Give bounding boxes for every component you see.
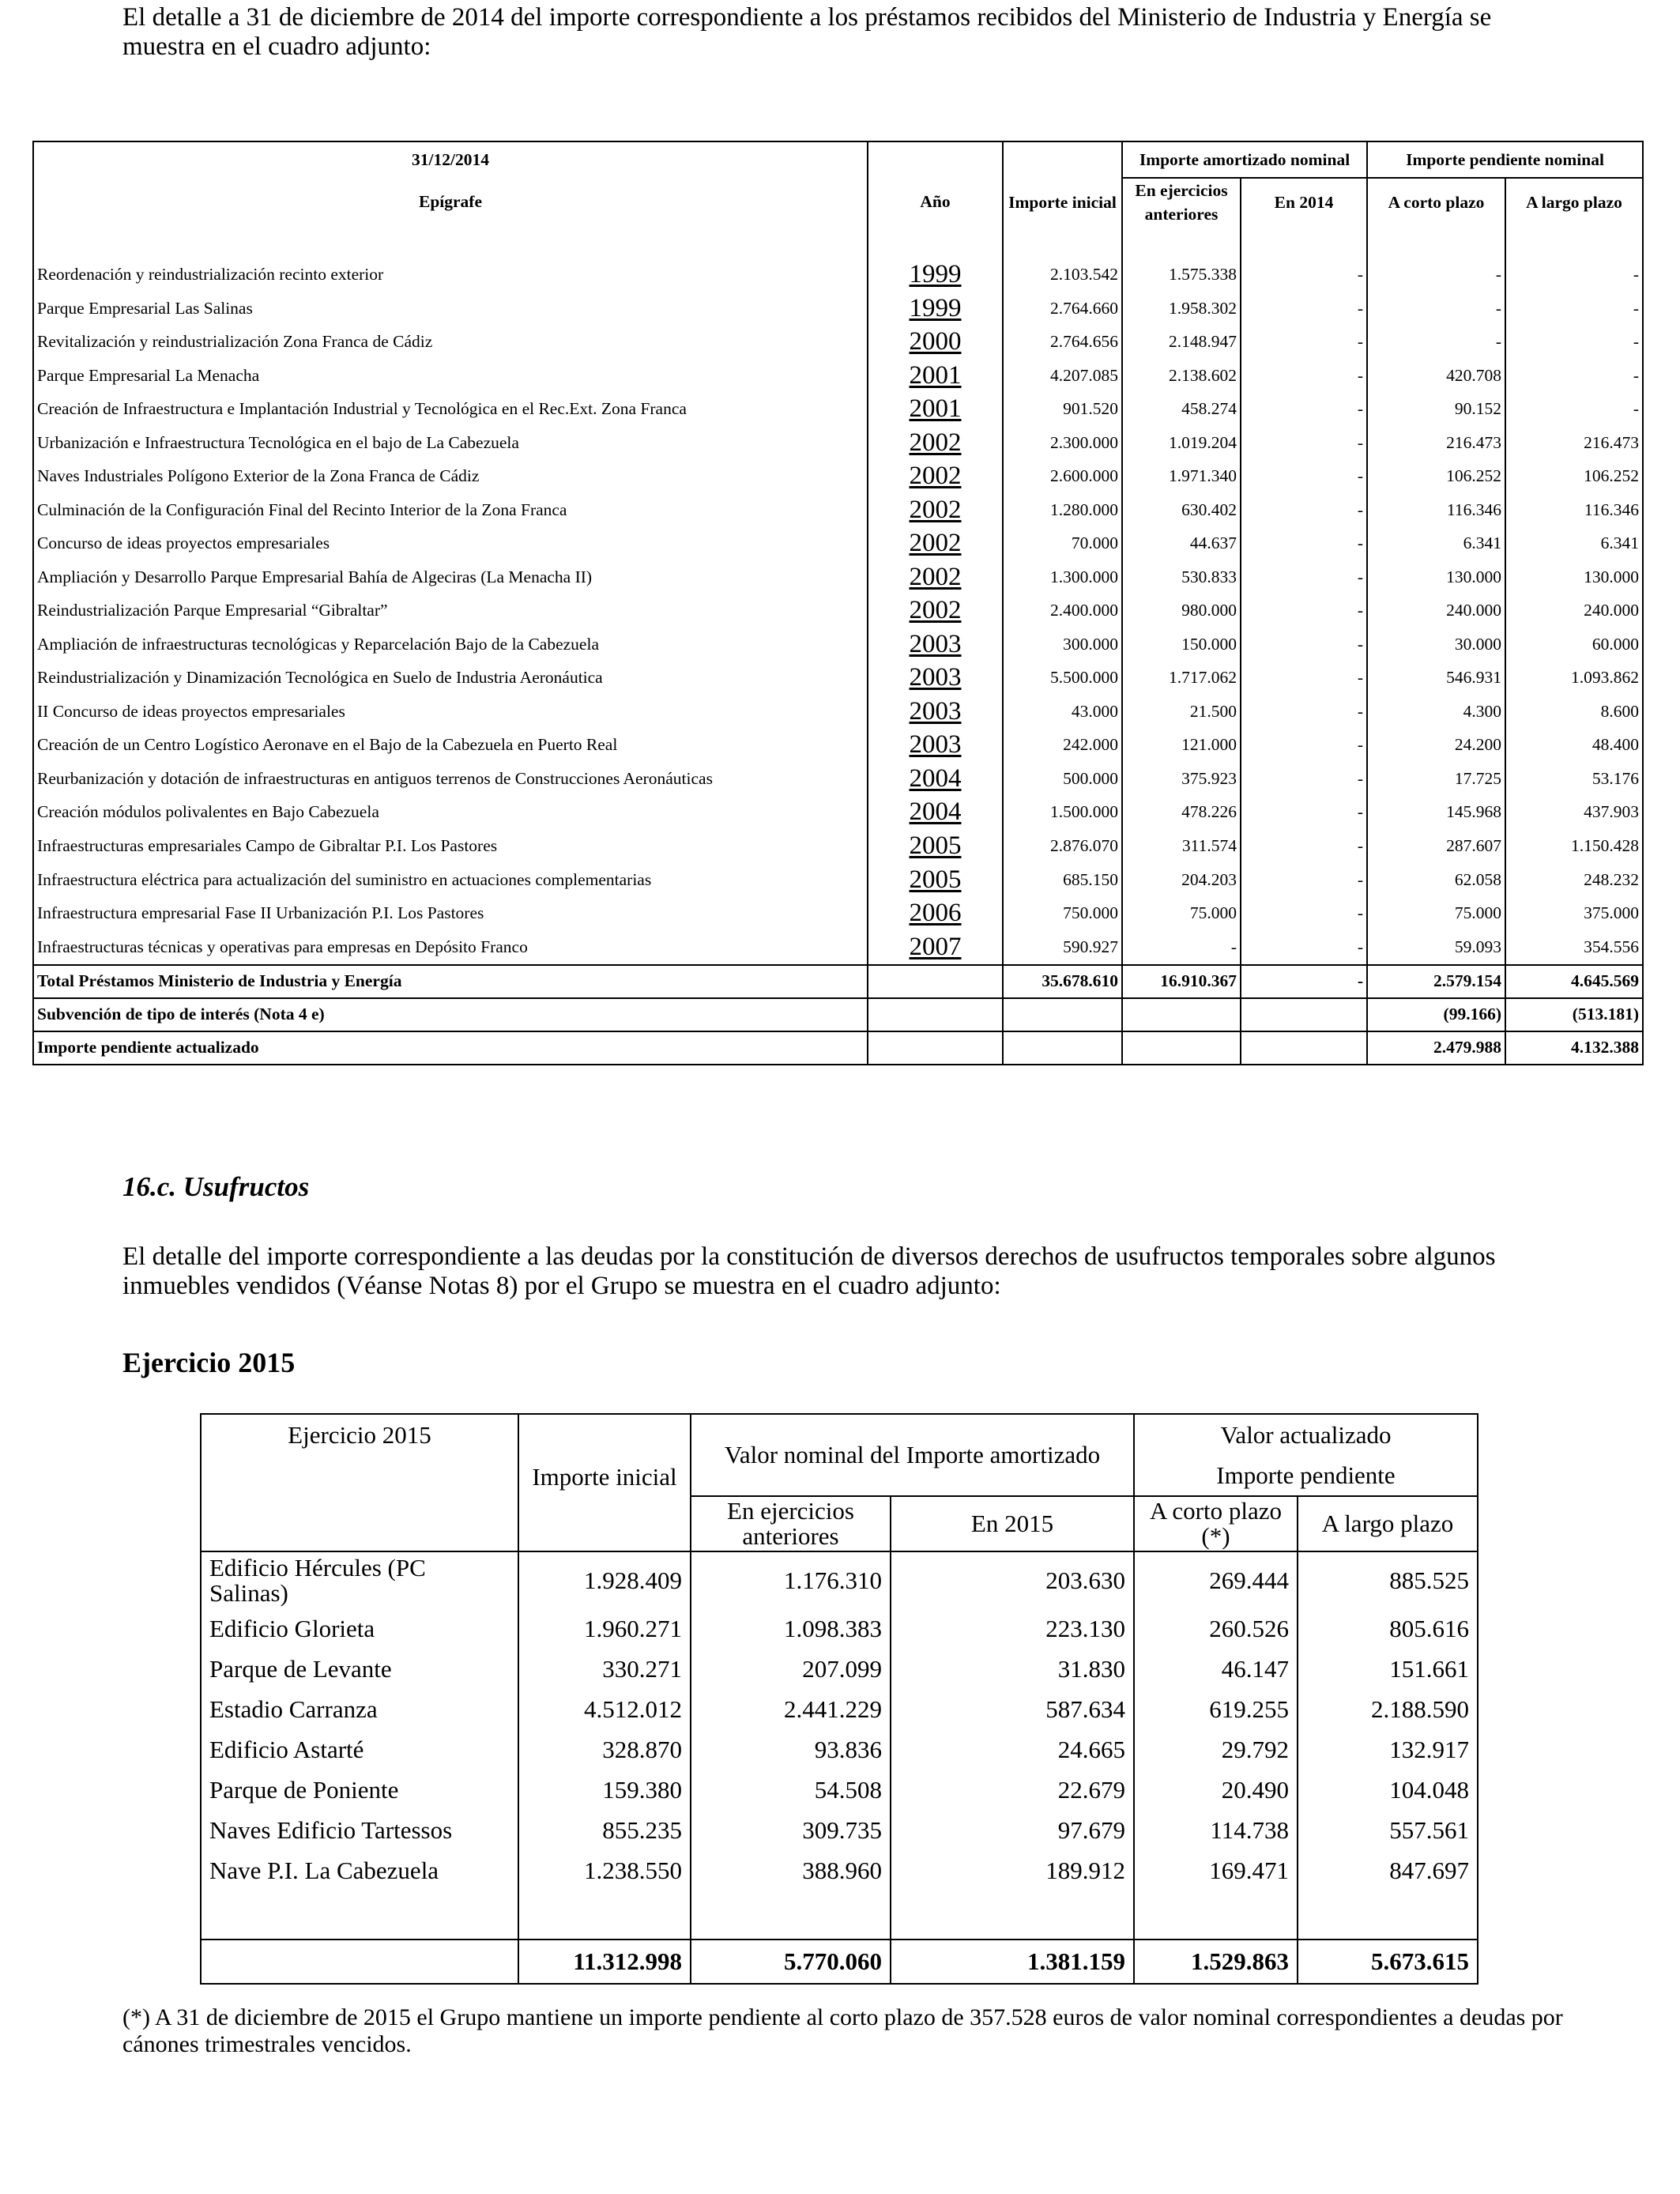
cell-en2014: - — [1241, 762, 1367, 796]
cell-en2014: - — [1241, 292, 1367, 326]
table2-footer — [201, 1891, 1478, 1984]
cell-epigrafe: Reordenación y reindustrialización recinto exterior — [33, 258, 868, 292]
cell-inicial: 2.876.070 — [1003, 829, 1122, 863]
cell-largo: 216.473 — [1505, 426, 1643, 460]
cell-anteriores: 1.971.340 — [1122, 460, 1241, 494]
cell-anteriores: 207.099 — [691, 1649, 891, 1689]
header-importe-amortizado: Importe amortizado nominal — [1122, 141, 1367, 178]
table2-header — [201, 1414, 1478, 1551]
cell-en2015: 22.679 — [891, 1770, 1134, 1810]
actualizado-corto: 2.479.988 — [1367, 1031, 1505, 1065]
table-row — [201, 1649, 1478, 1689]
cell-anio: 2003 — [868, 695, 1003, 729]
cell-inicial: 2.300.000 — [1003, 426, 1122, 460]
table-row — [201, 1810, 1478, 1850]
table-row — [33, 560, 1643, 594]
cell-epigrafe: Reindustrialización y Dinamización Tecnológica en Suelo de Industria Aeronáutica — [33, 662, 868, 696]
cell-corto: 62.058 — [1367, 863, 1505, 897]
col-ejercicios-anteriores-text: En ejercicios anteriores — [1135, 181, 1228, 224]
cell-largo: 106.252 — [1505, 460, 1643, 494]
table2-body — [201, 1551, 1478, 1891]
cell-anio: 2005 — [868, 829, 1003, 863]
cell-anio: 2002 — [868, 493, 1003, 527]
col-en-2014: En 2014 — [1241, 178, 1367, 226]
cell-inicial: 2.600.000 — [1003, 460, 1122, 494]
cell-largo: - — [1505, 258, 1643, 292]
table-row — [201, 1689, 1478, 1729]
cell-inicial: 685.150 — [1003, 863, 1122, 897]
cell-anteriores: 630.402 — [1122, 493, 1241, 527]
cell-anio: 2000 — [868, 326, 1003, 360]
cell-anteriores: 44.637 — [1122, 527, 1241, 561]
cell-largo: 130.000 — [1505, 560, 1643, 594]
cell-largo: - — [1505, 359, 1643, 393]
cell-en2014: - — [1241, 662, 1367, 696]
cell-corto: 287.607 — [1367, 829, 1505, 863]
cell-anteriores: 375.923 — [1122, 762, 1241, 796]
cell-anio: 2007 — [868, 930, 1003, 965]
cell-name: Edificio Hércules (PC Salinas) — [201, 1551, 518, 1608]
cell-largo: 1.150.428 — [1505, 829, 1643, 863]
cell-epigrafe: Ampliación de infraestructuras tecnológicas y Reparcelación Bajo de la Cabezuela — [33, 628, 868, 662]
cell-inicial: 1.238.550 — [518, 1850, 691, 1891]
total-anteriores: 16.910.367 — [1122, 965, 1241, 998]
col2-ejercicios-anteriores: En ejercicios anteriores — [691, 1496, 891, 1551]
cell-anio: 2006 — [868, 896, 1003, 930]
cell-largo: 53.176 — [1505, 762, 1643, 796]
cell-name: Nave P.I. La Cabezuela — [209, 1856, 439, 1884]
cell-en2014: - — [1241, 326, 1367, 360]
cell-epigrafe: Infraestructuras empresariales Campo de Gibraltar P.I. Los Pastores — [33, 829, 868, 863]
cell-inicial: 1.300.000 — [1003, 560, 1122, 594]
cell-anteriores: 311.574 — [1122, 829, 1241, 863]
cell-corto: 17.725 — [1367, 762, 1505, 796]
subvencion-label: Subvención de tipo de interés (Nota 4 e) — [33, 998, 868, 1031]
cell-anteriores: 530.833 — [1122, 560, 1241, 594]
cell-inicial: 1.280.000 — [1003, 493, 1122, 527]
cell-en2014: - — [1241, 527, 1367, 561]
cell-largo: 60.000 — [1505, 628, 1643, 662]
cell-inicial: 855.235 — [518, 1810, 691, 1850]
table-row — [201, 1850, 1478, 1891]
table-row — [33, 796, 1643, 830]
cell-inicial: 500.000 — [1003, 762, 1122, 796]
cell-inicial: 2.764.656 — [1003, 326, 1122, 360]
cell-inicial: 901.520 — [1003, 393, 1122, 427]
usufructos-table — [200, 1413, 1478, 1985]
col-anio: Año — [868, 178, 1003, 226]
cell-largo: 2.188.590 — [1298, 1689, 1478, 1729]
cell-inicial: 43.000 — [1003, 695, 1122, 729]
cell-anio: 2001 — [868, 359, 1003, 393]
cell-anio: 2002 — [868, 460, 1003, 494]
cell-anteriores: 204.203 — [1122, 863, 1241, 897]
cell-corto: 4.300 — [1367, 695, 1505, 729]
cell-anteriores: 75.000 — [1122, 896, 1241, 930]
cell-corto: 59.093 — [1367, 930, 1505, 965]
cell-corto: 546.931 — [1367, 662, 1505, 696]
prestamos-ministerio-table — [32, 141, 1644, 1065]
total-en-2014: - — [1241, 965, 1367, 998]
cell-corto: 169.471 — [1134, 1850, 1298, 1891]
cell-anio: 2002 — [868, 527, 1003, 561]
cell-epigrafe: Creación de un Centro Logístico Aeronave en el Bajo de la Cabezuela en Puerto Real — [33, 729, 868, 763]
subvencion-corto: (99.166) — [1367, 998, 1505, 1031]
cell-epigrafe: Infraestructura eléctrica para actualización del suministro en actuaciones complementarias — [33, 863, 868, 897]
cell-anteriores: 1.019.204 — [1122, 426, 1241, 460]
cell-largo: 240.000 — [1505, 594, 1643, 628]
subvencion-largo: (513.181) — [1505, 998, 1643, 1031]
table-row — [201, 1770, 1478, 1810]
col-corto-plazo: A corto plazo — [1367, 178, 1505, 226]
cell-anteriores: 1.575.338 — [1122, 258, 1241, 292]
cell-anio: 2003 — [868, 662, 1003, 696]
cell-largo: 1.093.862 — [1505, 662, 1643, 696]
cell-anio: 2005 — [868, 863, 1003, 897]
cell-epigrafe: Infraestructuras técnicas y operativas para empresas en Depósito Franco — [33, 930, 868, 965]
cell-epigrafe: Ampliación y Desarrollo Parque Empresarial Bahía de Algeciras (La Menacha II) — [33, 560, 868, 594]
header-valor-actualizado: Valor actualizado — [1134, 1414, 1478, 1455]
table-row — [33, 426, 1643, 460]
cell-largo: 104.048 — [1298, 1770, 1478, 1810]
cell-inicial: 330.271 — [518, 1649, 691, 1689]
cell-corto: 269.444 — [1134, 1551, 1298, 1608]
table-row — [33, 896, 1643, 930]
table-row — [33, 829, 1643, 863]
cell-corto: - — [1367, 292, 1505, 326]
cell-en2014: - — [1241, 426, 1367, 460]
cell-anio: 2003 — [868, 729, 1003, 763]
cell-inicial: 2.764.660 — [1003, 292, 1122, 326]
cell-epigrafe: Infraestructura empresarial Fase II Urbanización P.I. Los Pastores — [33, 896, 868, 930]
cell-corto: 216.473 — [1367, 426, 1505, 460]
cell-corto: 619.255 — [1134, 1689, 1298, 1729]
cell-largo: - — [1505, 326, 1643, 360]
total-corto: 2.579.154 — [1367, 965, 1505, 998]
table-row — [33, 527, 1643, 561]
total2-largo: 5.673.615 — [1298, 1940, 1478, 1984]
cell-largo: 6.341 — [1505, 527, 1643, 561]
table-row — [33, 662, 1643, 696]
table-row — [33, 326, 1643, 360]
cell-epigrafe: Revitalización y reindustrialización Zona Franca de Cádiz — [33, 326, 868, 360]
cell-epigrafe: Creación de Infraestructura e Implantación Industrial y Tecnológica en el Rec.Ext. Zona Franca — [33, 393, 868, 427]
cell-anteriores: 1.717.062 — [1122, 662, 1241, 696]
table-row — [33, 594, 1643, 628]
cell-largo: 557.561 — [1298, 1810, 1478, 1850]
cell-epigrafe: Reindustrialización Parque Empresarial “Gibraltar” — [33, 594, 868, 628]
cell-corto: - — [1367, 258, 1505, 292]
totals-label-cell — [201, 1940, 518, 1984]
actualizado-largo: 4.132.388 — [1505, 1031, 1643, 1065]
cell-anteriores: 54.508 — [691, 1770, 891, 1810]
cell-anio: 2002 — [868, 594, 1003, 628]
header-date: 31/12/2014 — [33, 141, 868, 178]
section-heading-usufructos: 16.c. Usufructos — [122, 1171, 310, 1202]
cell-corto: 240.000 — [1367, 594, 1505, 628]
cell-epigrafe: II Concurso de ideas proyectos empresariales — [33, 695, 868, 729]
table-row — [33, 393, 1643, 427]
cell-anio: 2002 — [868, 560, 1003, 594]
table-row — [201, 1729, 1478, 1770]
cell-corto: 20.490 — [1134, 1770, 1298, 1810]
cell-name: Parque de Levante — [209, 1654, 392, 1683]
header-valor-nominal: Valor nominal del Importe amortizado — [691, 1414, 1134, 1496]
cell-en2015: 97.679 — [891, 1810, 1134, 1850]
cell-name: Estadio Carranza — [209, 1695, 378, 1723]
cell-largo: 48.400 — [1505, 729, 1643, 763]
cell-inicial: 2.103.542 — [1003, 258, 1122, 292]
cell-largo: 354.556 — [1505, 930, 1643, 965]
cell-anio: 2003 — [868, 628, 1003, 662]
header-importe-pendiente: Importe pendiente — [1134, 1455, 1478, 1496]
cell-anteriores: 2.441.229 — [691, 1689, 891, 1729]
table-row — [33, 460, 1643, 494]
cell-inicial: 70.000 — [1003, 527, 1122, 561]
cell-corto: 260.526 — [1134, 1608, 1298, 1649]
cell-largo: 248.232 — [1505, 863, 1643, 897]
cell-en2015: 587.634 — [891, 1689, 1134, 1729]
heading-ejercicio-2015: Ejercicio 2015 — [122, 1347, 296, 1378]
cell-anteriores: 93.836 — [691, 1729, 891, 1770]
cell-largo: - — [1505, 393, 1643, 427]
total2-en-2015: 1.381.159 — [891, 1940, 1134, 1984]
col-importe-inicial-text: Importe inicial — [1008, 192, 1117, 212]
cell-anteriores: 2.138.602 — [1122, 359, 1241, 393]
total2-inicial: 11.312.998 — [518, 1940, 691, 1984]
cell-corto: 90.152 — [1367, 393, 1505, 427]
cell-anteriores: 309.735 — [691, 1810, 891, 1850]
cell-inicial: 242.000 — [1003, 729, 1122, 763]
cell-corto: 130.000 — [1367, 560, 1505, 594]
total-label: Total Préstamos Ministerio de Industria y Energía — [33, 965, 868, 998]
cell-corto: 420.708 — [1367, 359, 1505, 393]
cell-inicial: 300.000 — [1003, 628, 1122, 662]
cell-anio: 2001 — [868, 393, 1003, 427]
cell-corto: 46.147 — [1134, 1649, 1298, 1689]
cell-anteriores: 1.176.310 — [691, 1551, 891, 1608]
cell-inicial: 4.512.012 — [518, 1689, 691, 1729]
cell-corto: 75.000 — [1367, 896, 1505, 930]
cell-inicial: 4.207.085 — [1003, 359, 1122, 393]
cell-en2015: 24.665 — [891, 1729, 1134, 1770]
cell-en2014: - — [1241, 729, 1367, 763]
cell-en2015: 31.830 — [891, 1649, 1134, 1689]
cell-epigrafe: Reurbanización y dotación de infraestructuras en antiguos terrenos de Construcciones Aeronáuticas — [33, 762, 868, 796]
col2-largo-plazo: A largo plazo — [1298, 1496, 1478, 1551]
table-row — [33, 762, 1643, 796]
cell-anteriores: 478.226 — [1122, 796, 1241, 830]
cell-inicial: 159.380 — [518, 1770, 691, 1810]
cell-corto: 24.200 — [1367, 729, 1505, 763]
cell-anteriores: 1.958.302 — [1122, 292, 1241, 326]
cell-anio: 2004 — [868, 796, 1003, 830]
table-row — [201, 1608, 1478, 1649]
cell-inicial: 1.500.000 — [1003, 796, 1122, 830]
cell-en2015: 203.630 — [891, 1551, 1134, 1608]
cell-inicial: 1.928.409 — [518, 1551, 691, 1608]
table-row — [33, 258, 1643, 292]
cell-corto: 30.000 — [1367, 628, 1505, 662]
cell-corto: 29.792 — [1134, 1729, 1298, 1770]
corner-ejercicio: Ejercicio 2015 — [288, 1420, 431, 1449]
cell-anteriores: 458.274 — [1122, 393, 1241, 427]
cell-largo: 116.346 — [1505, 493, 1643, 527]
cell-anteriores: 980.000 — [1122, 594, 1241, 628]
intro-paragraph-usufructos: El detalle del importe correspondiente a las deudas por la constitución de diversos derechos de usufructos temporales sobre algunos inmuebles vendidos (Véanse Notas 8) por el Grupo se muestra en el cuadro adjunto: — [122, 1242, 1496, 1300]
col-importe-inicial — [1003, 178, 1122, 226]
table-row — [33, 493, 1643, 527]
cell-en2014: - — [1241, 695, 1367, 729]
cell-anteriores: 1.098.383 — [691, 1608, 891, 1649]
cell-corto: 116.346 — [1367, 493, 1505, 527]
cell-anteriores: 2.148.947 — [1122, 326, 1241, 360]
cell-anio: 2004 — [868, 762, 1003, 796]
cell-largo: 8.600 — [1505, 695, 1643, 729]
table-row — [33, 863, 1643, 897]
table-row — [33, 292, 1643, 326]
col2-en-2015: En 2015 — [891, 1496, 1134, 1551]
cell-anteriores: - — [1122, 930, 1241, 965]
table-row — [201, 1551, 1478, 1608]
cell-epigrafe: Urbanización e Infraestructura Tecnológica en el bajo de La Cabezuela — [33, 426, 868, 460]
table-row — [33, 695, 1643, 729]
table1-body — [33, 258, 1643, 964]
cell-largo: 885.525 — [1298, 1551, 1478, 1608]
col-ejercicios-anteriores — [1122, 178, 1241, 226]
cell-en2014: - — [1241, 359, 1367, 393]
col2-corto-plazo: A corto plazo (*) — [1134, 1496, 1298, 1551]
cell-inicial: 1.960.271 — [518, 1608, 691, 1649]
cell-largo: 375.000 — [1505, 896, 1643, 930]
cell-en2014: - — [1241, 829, 1367, 863]
cell-largo: 847.697 — [1298, 1850, 1478, 1891]
cell-inicial: 5.500.000 — [1003, 662, 1122, 696]
cell-name: Edificio Astarté — [209, 1735, 364, 1763]
table-row — [33, 930, 1643, 965]
cell-en2015: 223.130 — [891, 1608, 1134, 1649]
cell-epigrafe: Culminación de la Configuración Final del Recinto Interior de la Zona Franca — [33, 493, 868, 527]
table1-header — [33, 141, 1643, 258]
cell-en2014: - — [1241, 460, 1367, 494]
cell-en2014: - — [1241, 393, 1367, 427]
cell-largo: 437.903 — [1505, 796, 1643, 830]
cell-corto: - — [1367, 326, 1505, 360]
cell-corto: 145.968 — [1367, 796, 1505, 830]
cell-corto: 114.738 — [1134, 1810, 1298, 1850]
table-row — [33, 359, 1643, 393]
cell-en2014: - — [1241, 560, 1367, 594]
cell-en2014: - — [1241, 594, 1367, 628]
cell-anteriores: 150.000 — [1122, 628, 1241, 662]
total-largo: 4.645.569 — [1505, 965, 1643, 998]
cell-anio: 1999 — [868, 292, 1003, 326]
total2-corto: 1.529.863 — [1134, 1940, 1298, 1984]
table1-footer — [33, 965, 1643, 1065]
cell-name: Parque de Poniente — [209, 1775, 399, 1804]
cell-inicial: 328.870 — [518, 1729, 691, 1770]
cell-en2014: - — [1241, 796, 1367, 830]
cell-largo: - — [1505, 292, 1643, 326]
cell-en2014: - — [1241, 493, 1367, 527]
footnote: (*) A 31 de diciembre de 2015 el Grupo mantiene un importe pendiente al corto plazo de 357.528 euros de valor nominal correspondientes a deudas por cánones trimestrales vencidos. — [122, 2004, 1563, 2057]
actualizado-label: Importe pendiente actualizado — [33, 1031, 868, 1065]
cell-en2015: 189.912 — [891, 1850, 1134, 1891]
table-row — [33, 729, 1643, 763]
cell-anio: 1999 — [868, 258, 1003, 292]
cell-en2014: - — [1241, 863, 1367, 897]
col-epigrafe: Epígrafe — [33, 178, 868, 226]
cell-epigrafe: Creación módulos polivalentes en Bajo Cabezuela — [33, 796, 868, 830]
cell-largo: 132.917 — [1298, 1729, 1478, 1770]
cell-anteriores: 388.960 — [691, 1850, 891, 1891]
cell-en2014: - — [1241, 258, 1367, 292]
table-row — [33, 628, 1643, 662]
cell-en2014: - — [1241, 628, 1367, 662]
cell-inicial: 750.000 — [1003, 896, 1122, 930]
total-inicial: 35.678.610 — [1003, 965, 1122, 998]
header-importe-pendiente: Importe pendiente nominal — [1367, 141, 1643, 178]
cell-name: Edificio Glorieta — [209, 1614, 375, 1642]
cell-anteriores: 121.000 — [1122, 729, 1241, 763]
cell-en2014: - — [1241, 896, 1367, 930]
cell-anio: 2002 — [868, 426, 1003, 460]
cell-inicial: 2.400.000 — [1003, 594, 1122, 628]
total2-anteriores: 5.770.060 — [691, 1940, 891, 1984]
cell-epigrafe: Naves Industriales Polígono Exterior de la Zona Franca de Cádiz — [33, 460, 868, 494]
col-largo-plazo: A largo plazo — [1505, 178, 1643, 226]
cell-corto: 106.252 — [1367, 460, 1505, 494]
cell-epigrafe: Parque Empresarial La Menacha — [33, 359, 868, 393]
intro-paragraph-2014: El detalle a 31 de diciembre de 2014 del importe correspondiente a los préstamos recibidos del Ministerio de Industria y Energía se muestra en el cuadro adjunto: — [122, 3, 1492, 61]
col2-importe-inicial: Importe inicial — [518, 1414, 691, 1496]
cell-largo: 805.616 — [1298, 1608, 1478, 1649]
cell-largo: 151.661 — [1298, 1649, 1478, 1689]
cell-anteriores: 21.500 — [1122, 695, 1241, 729]
cell-name: Naves Edificio Tartessos — [209, 1815, 453, 1844]
cell-corto: 6.341 — [1367, 527, 1505, 561]
cell-en2014: - — [1241, 930, 1367, 965]
cell-epigrafe: Parque Empresarial Las Salinas — [33, 292, 868, 326]
cell-inicial: 590.927 — [1003, 930, 1122, 965]
cell-epigrafe: Concurso de ideas proyectos empresariales — [33, 527, 868, 561]
